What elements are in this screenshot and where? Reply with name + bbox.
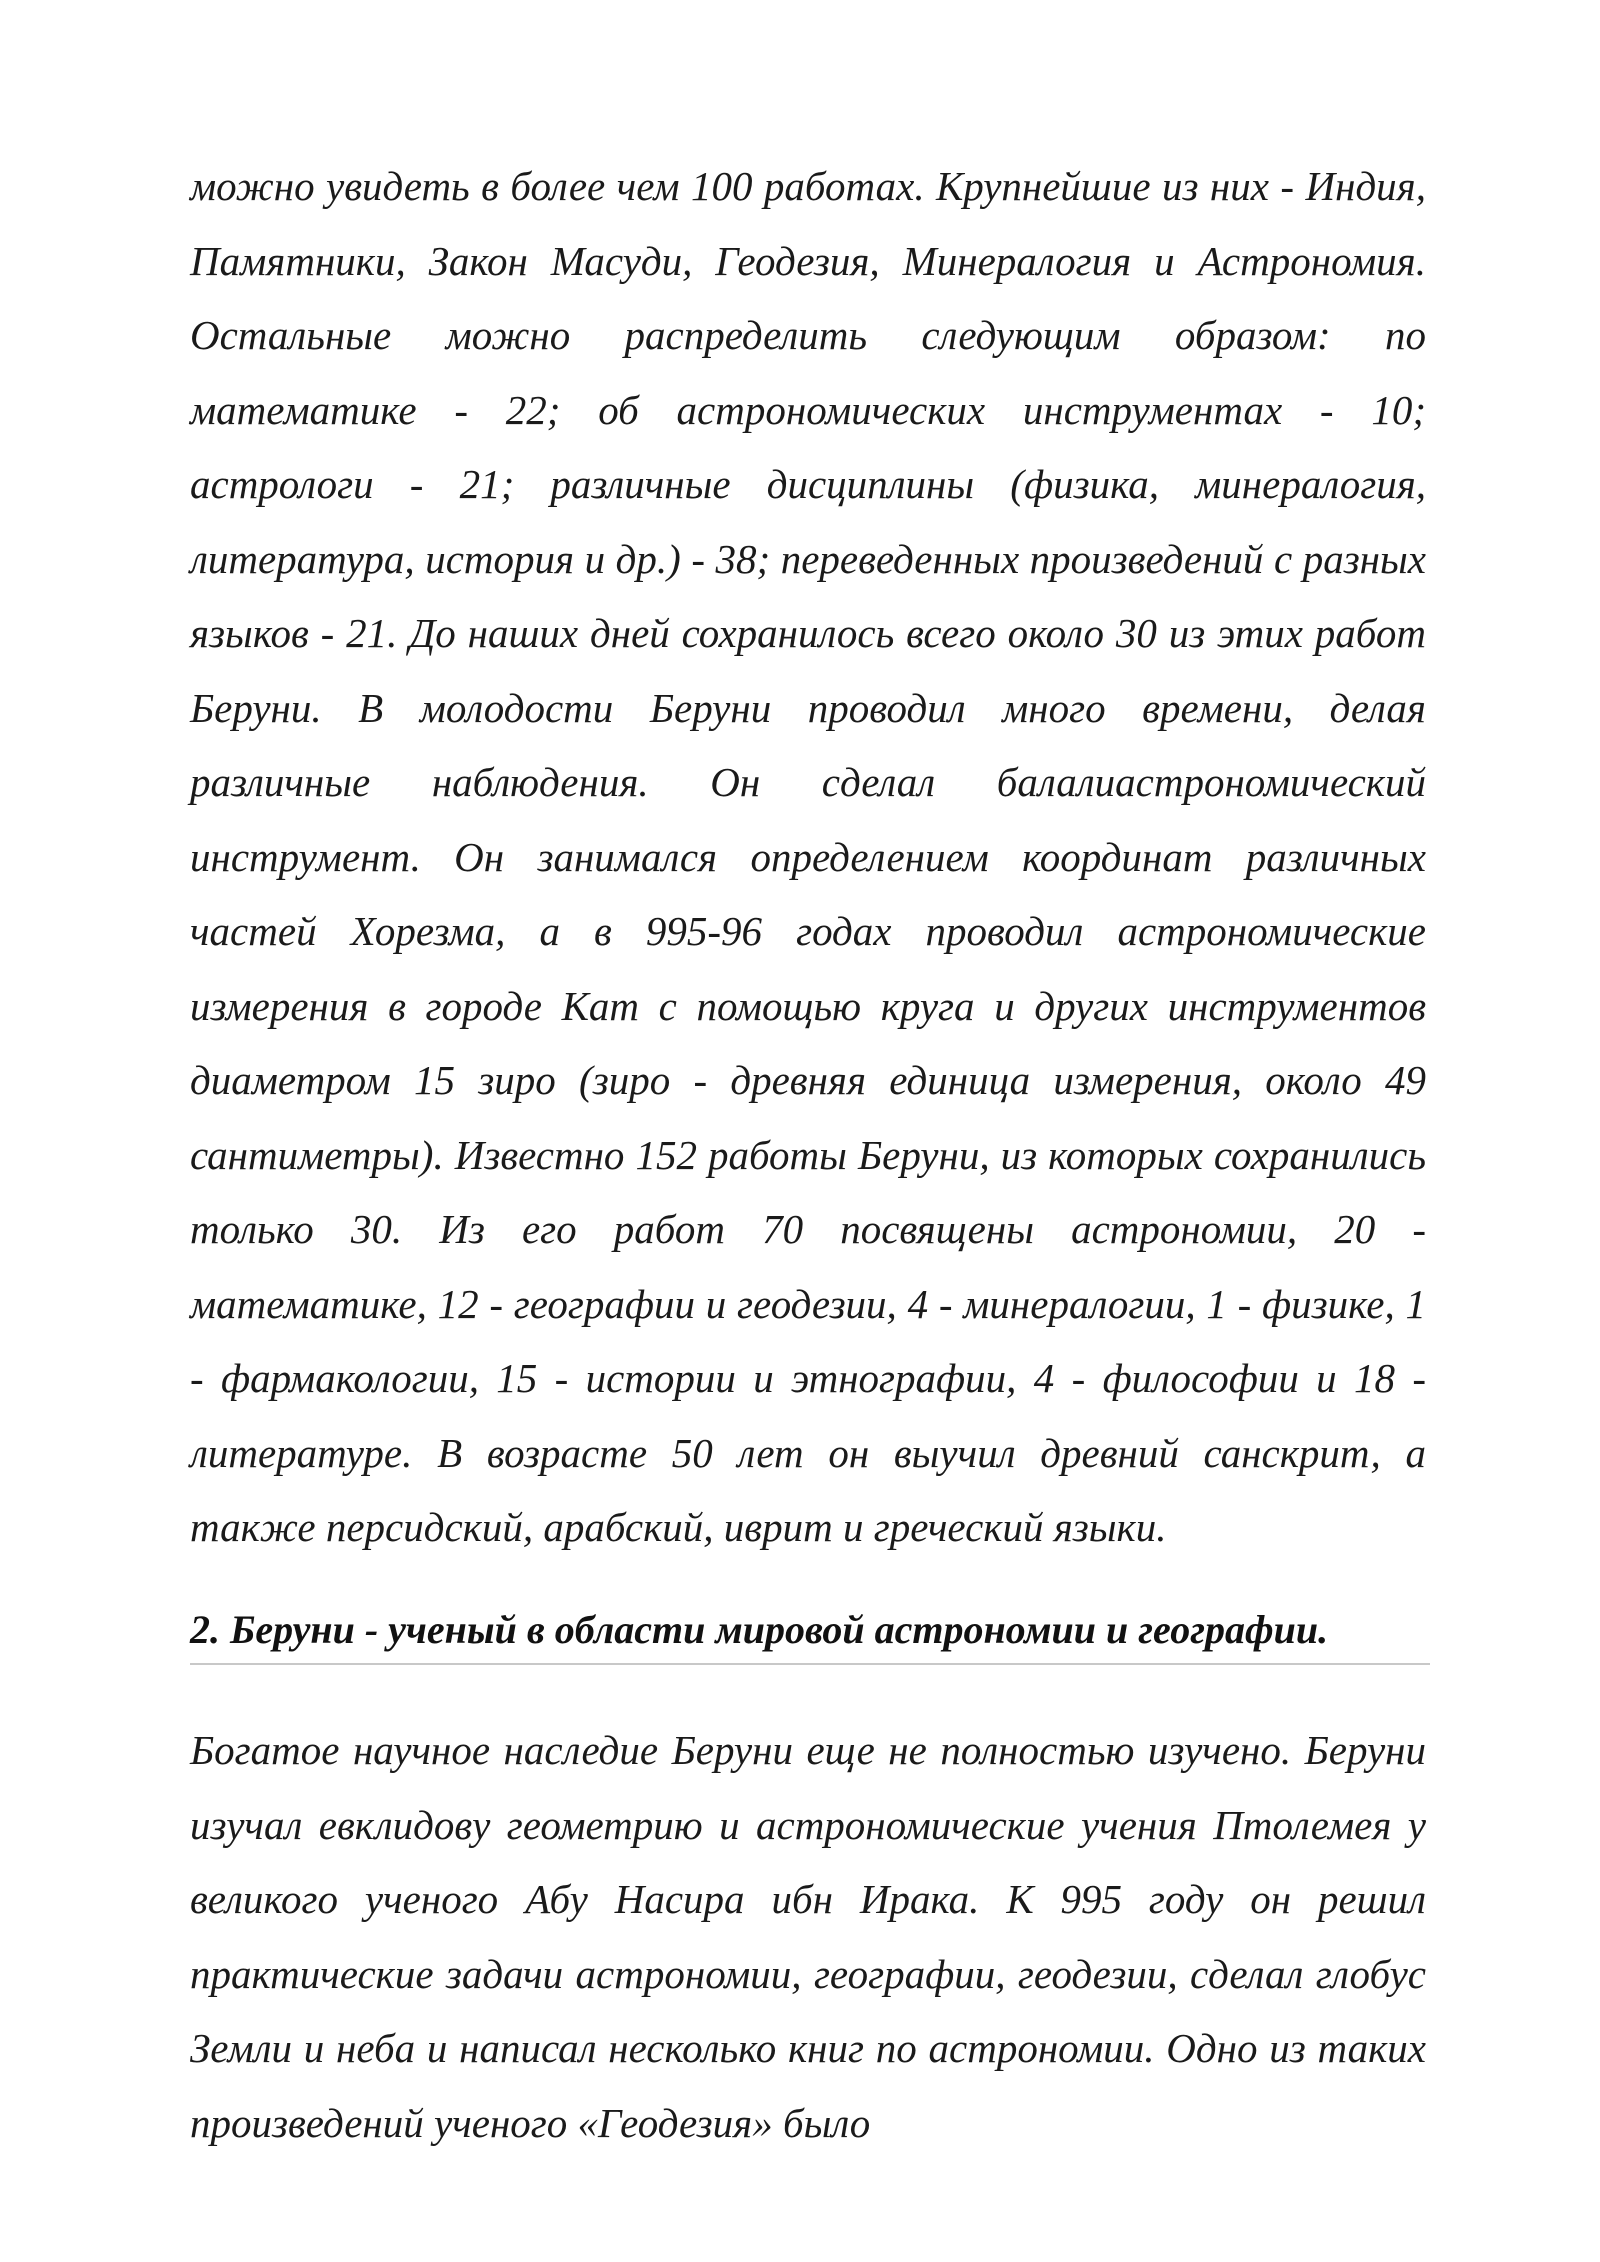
section-heading-container [190, 1597, 1430, 1665]
section-heading: 2. Беруни - ученый в области мировой астрономии и географии. [190, 1607, 1329, 1652]
body-paragraph-heritage: Богатое научное наследие Беруни еще не полностью изучено. Беруни изучал евклидову геометрию и астрономические учения Птолемея у великого ученого Абу Насира ибн Ирака. К 995 году он решил практические задачи астрономии, географии, геодезии, сделал глобус Земли и неба и написал несколько книг по астрономии. Одно из таких произведений ученого «Геодезия» было [190, 1727, 1426, 2146]
body-paragraph-works: можно увидеть в более чем 100 работах. Крупнейшие из них - Индия, Памятники, Закон Масуди, Геодезия, Минералогия и Астрономия. Остальные можно распределить следующим образом: по математике - 22; об астрономических инструментах - 10; астрологи - 21; различные дисциплины (физика, минералогия, литература, история и др.) - 38; переведенных произведений с разных языков - 21. До наших дней сохранилось всего около 30 из этих работ Беруни. В молодости Беруни проводил много времени, делая различные наблюдения. Он сделал балалиастрономический инструмент. Он занимался определением координат различных частей Хорезма, а в 995-96 годах проводил астрономические измерения в городе Кат с помощью круга и других инструментов диаметром 15 зиро (зиро - древняя единица измерения, около 49 сантиметры). Известно 152 работы Беруни, из которых сохранились только 30. Из его работ 70 посвящены астрономии, 20 - математике, 12 - географии и геодезии, 4 - минералогии, 1 - физике, 1 - фармакологии, 15 - истории и этнографии, 4 - философии и 18 - литературе. В возрасте 50 лет он выучил древний санскрит, а также персидский, арабский, иврит и греческий языки. [190, 163, 1426, 1550]
